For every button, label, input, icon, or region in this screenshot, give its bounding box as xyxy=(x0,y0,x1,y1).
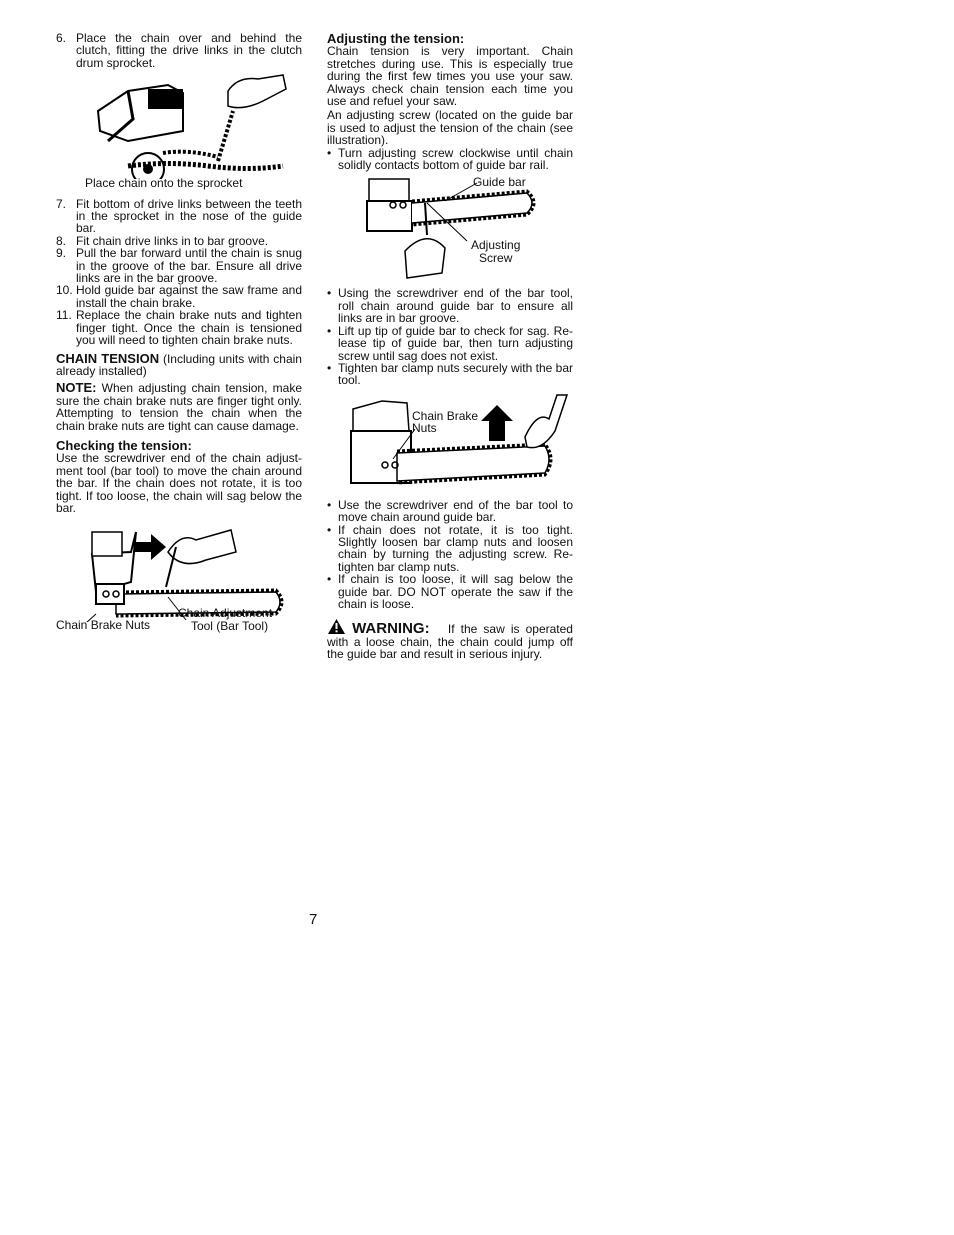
figure-adjusting-screw xyxy=(327,173,573,287)
bullet-marker: • xyxy=(327,572,332,587)
step-text: Fit chain drive links in to bar groove. xyxy=(76,233,269,248)
label-line: Chain Adjustment xyxy=(178,606,273,621)
chain-brake-nuts-label xyxy=(412,410,478,435)
step-item xyxy=(56,32,302,69)
note-text: When adjusting chain tension, make sure the chain brake nuts are finger tight only. Attempting to tension the chain when the chain brake nuts are tight can cause damage. xyxy=(56,381,302,433)
step-text: Replace the chain brake nuts and tighten finger tight. Once the chain is tensioned you will need to tighten chain brake nuts. xyxy=(76,308,302,348)
bullet-item xyxy=(327,325,573,362)
step-number: 7. xyxy=(56,196,67,211)
bullet-list-1 xyxy=(327,147,573,172)
step-list xyxy=(56,198,302,347)
bullet-marker: • xyxy=(327,522,332,537)
bullet-text: Lift up tip of guide bar to check for sag. Re-lease tip of guide bar, then turn adjusting screw until sag does not exist. xyxy=(338,323,573,363)
bullet-item xyxy=(327,499,573,524)
left-column xyxy=(56,32,302,647)
bullet-item xyxy=(327,362,573,387)
bullet-text: If chain does not rotate, it is too tight. Slightly loosen bar clamp nuts and loosen chain by turning the adjusting screw. Re-tighten bar clamp nuts. xyxy=(338,522,573,574)
warning-text: If the saw is operated with a loose chain, the chain could jump off the guide bar and result in serious injury. xyxy=(327,622,573,662)
step-text: Pull the bar forward until the chain is snug in the groove of the bar. Ensure all drive links are in the bar groove. xyxy=(76,246,302,286)
note-label: NOTE: xyxy=(56,380,97,396)
chainsaw-sprocket-illustration xyxy=(88,71,288,179)
bullet-item xyxy=(327,287,573,324)
bullet-item xyxy=(327,524,573,574)
bullet-marker: • xyxy=(327,360,332,375)
step-text: Fit bottom of drive links between the teeth in the sprocket in the nose of the guide bar. xyxy=(76,196,302,236)
chain-sag-illustration xyxy=(327,391,573,499)
bullet-text: Turn adjusting screw clockwise until chain solidly contacts bottom of guide bar rail. xyxy=(338,145,573,173)
guide-bar-label: Guide bar xyxy=(473,175,526,190)
bullet-list-3 xyxy=(327,499,573,611)
warning-label: WARNING: xyxy=(352,620,430,638)
figure-chain-brake-nuts xyxy=(327,391,573,499)
bullet-item xyxy=(327,147,573,172)
checking-tension-heading: Checking the tension: xyxy=(56,437,192,453)
chain-tension-title: CHAIN TENSION xyxy=(56,350,160,366)
adjusting-tension-heading: Adjusting the tension: xyxy=(327,31,465,46)
label-line: Nuts xyxy=(412,421,437,436)
chain-tension-section xyxy=(56,350,302,378)
step-number: 6. xyxy=(56,31,67,45)
step-number: 8. xyxy=(56,233,67,248)
step-item xyxy=(56,284,302,309)
bullet-text: Tighten bar clamp nuts securely with the bar tool. xyxy=(338,360,574,388)
adjusting-screw-label xyxy=(471,239,520,264)
right-column xyxy=(327,33,573,661)
figure-place-chain-sprocket xyxy=(56,71,302,179)
adjusting-screw-illustration xyxy=(327,173,573,287)
step-item xyxy=(56,309,302,346)
chain-brake-nuts-label: Chain Brake Nuts xyxy=(56,618,151,633)
figure-caption: Place chain onto the sprocket xyxy=(85,176,243,191)
step-item xyxy=(56,198,302,235)
label-line: Screw xyxy=(479,250,513,265)
figure-check-tension xyxy=(56,522,302,647)
step-item xyxy=(56,247,302,284)
bullet-text: Use the screwdriver end of the bar tool to move chain around guide bar. xyxy=(338,497,573,525)
bullet-item xyxy=(327,573,573,610)
bullet-marker: • xyxy=(327,323,332,338)
checking-tension-text: Use the screwdriver end of the chain adjust-ment tool (bar tool) to move the chain around the bar. If the chain does not rotate, it is too tight. If too loose, the chain will sag below the bar. xyxy=(56,451,302,515)
label-line: Tool (Bar Tool) xyxy=(190,618,269,633)
label-line: Adjusting xyxy=(471,238,521,253)
warning-paragraph xyxy=(327,618,573,660)
note-paragraph xyxy=(56,382,302,432)
step-list-6 xyxy=(56,32,302,69)
adjusting-screw-text: An adjusting screw (located on the guide bar is used to adjust the tension of the chain (see illustration). xyxy=(327,108,573,148)
step-number: 11. xyxy=(56,308,72,323)
bullet-text: If chain is too loose, it will sag below the guide bar. DO NOT operate the saw if the chain is loose. xyxy=(338,572,573,611)
bullet-marker: • xyxy=(327,497,332,512)
page-number: 7 xyxy=(309,911,318,928)
bullet-marker: • xyxy=(327,145,332,160)
adjusting-tension-text: Chain tension is very important. Chain stretches during use. This is especially true during the first few times you use your saw. Always check chain tension each time you use and refuel your saw. xyxy=(327,44,573,109)
step-number: 9. xyxy=(56,246,67,261)
step-text: Hold guide bar against the saw frame and install the chain brake. xyxy=(76,283,302,310)
chain-adjustment-tool-label xyxy=(178,607,272,632)
step-number: 10. xyxy=(56,283,73,298)
bullet-text: Using the screwdriver end of the bar tool, roll chain around guide bar to ensure all links are in bar groove. xyxy=(338,286,573,326)
warning-icon xyxy=(327,618,346,635)
chain-tension-subtitle: (Including units with chain already installed) xyxy=(56,351,302,378)
bullet-marker: • xyxy=(327,286,332,301)
step-text: Place the chain over and behind the clutch, fitting the drive links in the clutch drum sprocket. xyxy=(76,31,302,70)
bullet-list-2 xyxy=(327,287,573,386)
label-line: Chain Brake xyxy=(412,408,479,423)
